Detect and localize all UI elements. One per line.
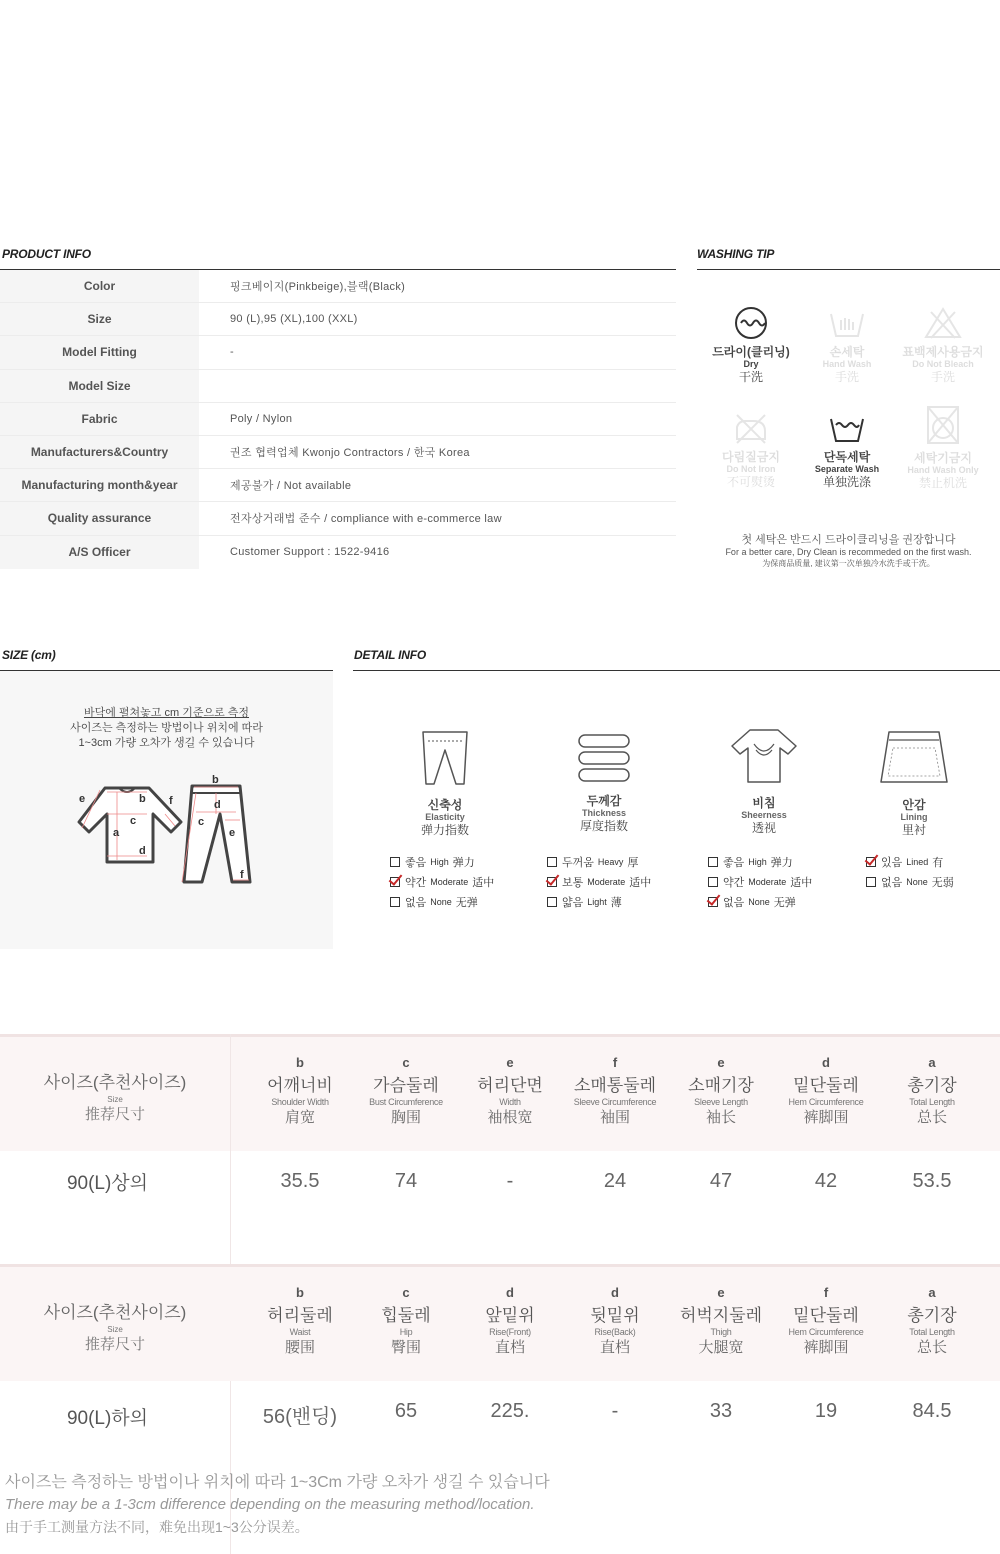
product-info-value bbox=[199, 370, 676, 402]
sheerness-options bbox=[708, 852, 812, 912]
option-zh: 弹力 bbox=[452, 857, 475, 869]
product-info-value: 전자상거래법 준수 / compliance with e-commerce law bbox=[230, 513, 502, 526]
checkbox-icon bbox=[708, 857, 718, 867]
washing-tip-title: WASHING TIP bbox=[697, 247, 775, 261]
size-column-letter: c bbox=[402, 1285, 410, 1300]
detail-option bbox=[390, 892, 494, 912]
washing-tip-rule bbox=[697, 269, 1000, 270]
size-table-bottom-row-label: 90(L)하의 bbox=[66, 1408, 149, 1429]
size-column-letter: f bbox=[612, 1055, 618, 1070]
wash-item-no-machine-wash bbox=[898, 404, 988, 490]
wash-label-ko: 손세탁 bbox=[829, 345, 865, 359]
size-column-header bbox=[353, 1285, 459, 1357]
option-zh: 有 bbox=[932, 857, 944, 869]
option-zh: 适中 bbox=[472, 877, 495, 889]
diagram-letter: c bbox=[130, 815, 137, 827]
product-info-row bbox=[0, 303, 676, 336]
option-ko: 좋음 bbox=[723, 857, 745, 869]
size-header-en: Size bbox=[107, 1095, 123, 1104]
size-column-header bbox=[879, 1285, 985, 1357]
detail-label-ko: 신축성 bbox=[427, 798, 463, 812]
detail-label-ko: 두께감 bbox=[586, 794, 622, 808]
size-column-letter: d bbox=[611, 1285, 619, 1300]
size-column-zh: 总长 bbox=[916, 1109, 947, 1126]
option-zh: 薄 bbox=[610, 897, 622, 909]
option-zh: 无弱 bbox=[931, 877, 954, 889]
size-column-letter: e bbox=[717, 1285, 725, 1300]
option-ko: 없음 bbox=[881, 877, 903, 889]
pants-elasticity-icon bbox=[420, 728, 470, 788]
size-header-ko: 사이즈(추천사이즈) bbox=[43, 1073, 187, 1092]
option-ko: 없음 bbox=[405, 897, 427, 909]
size-note-line: 사이즈는 측정하는 방법이나 위치에 따라 bbox=[70, 722, 263, 734]
size-column-zh: 大腿宽 bbox=[698, 1339, 744, 1356]
option-en: High bbox=[748, 857, 767, 867]
checkbox-icon bbox=[866, 877, 876, 887]
detail-option bbox=[866, 872, 954, 892]
size-column-zh: 胸围 bbox=[390, 1109, 421, 1126]
size-note bbox=[0, 706, 333, 751]
wash-item-dry bbox=[706, 306, 796, 384]
wash-label-en: Dry bbox=[743, 359, 759, 369]
wash-label-ko: 다림질금지 bbox=[722, 450, 780, 464]
size-column-zh: 直档 bbox=[599, 1339, 630, 1356]
size-header-en: Size bbox=[107, 1325, 123, 1334]
product-info-label: Quality assurance bbox=[0, 502, 199, 534]
size-column-header bbox=[247, 1285, 353, 1357]
option-en: Heavy bbox=[597, 857, 624, 867]
size-column-en: Rise(Front) bbox=[489, 1327, 531, 1337]
wash-label-zh: 不可熨烫 bbox=[726, 475, 775, 489]
product-info-title: PRODUCT INFO bbox=[2, 247, 91, 261]
size-value-cell: 84.5 bbox=[912, 1400, 952, 1422]
option-zh: 无弹 bbox=[455, 897, 478, 909]
size-column-ko: 뒷밑위 bbox=[590, 1306, 640, 1325]
wash-label-zh: 手洗 bbox=[930, 370, 955, 384]
wash-label-en: Do Not Iron bbox=[726, 464, 776, 474]
dry-clean-icon bbox=[734, 306, 768, 340]
product-info-value: Poly / Nylon bbox=[230, 412, 293, 425]
size-header-zh: 推荐尺寸 bbox=[84, 1106, 145, 1123]
size-column-header bbox=[457, 1285, 563, 1357]
size-column-header bbox=[457, 1055, 563, 1127]
diagram-letter: a bbox=[113, 827, 120, 839]
checkbox-icon bbox=[547, 857, 557, 867]
size-column-ko: 허벅지둘레 bbox=[679, 1306, 763, 1325]
size-column-header bbox=[562, 1285, 668, 1357]
size-value-cell: - bbox=[611, 1400, 619, 1422]
elasticity-options bbox=[390, 852, 494, 912]
no-machine-wash-icon bbox=[923, 404, 963, 446]
product-info-row bbox=[0, 502, 676, 535]
size-column-ko: 어깨너비 bbox=[267, 1076, 333, 1095]
size-column-ko: 총기장 bbox=[907, 1306, 957, 1325]
checked-checkbox-icon bbox=[866, 857, 876, 867]
wash-label-ko: 드라이(클리닝) bbox=[712, 345, 790, 359]
product-info-label: Model Size bbox=[0, 370, 199, 402]
option-ko: 약간 bbox=[405, 877, 427, 889]
product-info-label: Color bbox=[0, 270, 199, 302]
detail-label-zh: 透视 bbox=[751, 821, 776, 835]
wash-label-zh: 手洗 bbox=[834, 370, 859, 384]
size-table-bottom-header-label bbox=[0, 1298, 230, 1354]
product-info-label: Manufacturing month&year bbox=[0, 469, 199, 501]
no-iron-icon bbox=[731, 411, 771, 445]
wash-label-en: Hand Wash bbox=[822, 359, 872, 369]
option-en: Light bbox=[587, 897, 607, 907]
product-info-label: Manufacturers&Country bbox=[0, 436, 199, 468]
wash-item-hand-wash bbox=[802, 306, 892, 384]
size-value-cell: 74 bbox=[394, 1170, 418, 1192]
detail-option bbox=[866, 852, 954, 872]
size-column-ko: 허리단면 bbox=[477, 1076, 543, 1095]
size-column-zh: 袖长 bbox=[705, 1109, 736, 1126]
size-column-ko: 가슴둘레 bbox=[373, 1076, 439, 1095]
sheer-shirt-icon bbox=[728, 726, 800, 786]
size-column-en: Total Length bbox=[909, 1097, 955, 1107]
size-table-top-row-label: 90(L)상의 bbox=[66, 1173, 149, 1194]
size-column-ko: 허리둘레 bbox=[267, 1306, 333, 1325]
option-en: High bbox=[430, 857, 449, 867]
detail-label-ko: 안감 bbox=[902, 798, 926, 812]
checkbox-icon bbox=[708, 877, 718, 887]
option-zh: 弹力 bbox=[770, 857, 793, 869]
size-column-ko: 소매기장 bbox=[688, 1076, 754, 1095]
thickness-layers-icon bbox=[576, 732, 632, 784]
size-column-en: Hem Circumference bbox=[788, 1097, 864, 1107]
diagram-letter: f bbox=[240, 869, 244, 881]
size-header-zh: 推荐尺寸 bbox=[84, 1336, 145, 1353]
wash-note-en: For a better care, Dry Clean is recommeded on the first wash. bbox=[725, 547, 972, 557]
size-column-header bbox=[668, 1055, 774, 1127]
detail-info-rule bbox=[353, 670, 1000, 671]
diagram-letter: f bbox=[169, 795, 173, 807]
size-disclaimer bbox=[5, 1472, 550, 1538]
detail-lining bbox=[834, 728, 994, 837]
wash-label-en: Separate Wash bbox=[814, 464, 880, 474]
product-info-label: Size bbox=[0, 303, 199, 335]
diagram-letter: e bbox=[79, 793, 86, 805]
option-ko: 좋음 bbox=[405, 857, 427, 869]
disclaimer-ko: 사이즈는 측정하는 방법이나 위치에 따라 1~3Cm 가량 오차가 생길 수 있습니다 bbox=[5, 1474, 550, 1491]
size-column-en: Total Length bbox=[909, 1327, 955, 1337]
option-zh: 无弹 bbox=[773, 897, 796, 909]
detail-thickness bbox=[524, 732, 684, 833]
diagram-letter: b bbox=[139, 793, 146, 805]
diagram-letter: b bbox=[212, 774, 219, 786]
product-info-value: 권조 협력업체 Kwonjo Contractors / 한국 Korea bbox=[230, 447, 470, 460]
detail-label-en: Thickness bbox=[581, 808, 627, 818]
size-column-letter: b bbox=[296, 1055, 304, 1070]
size-column-header bbox=[247, 1055, 353, 1127]
size-column-ko: 힙둘레 bbox=[381, 1306, 431, 1325]
hand-wash-icon bbox=[827, 306, 867, 340]
option-en: Moderate bbox=[748, 877, 787, 887]
product-info-value: 제공불가 / Not available bbox=[230, 480, 352, 493]
size-value-cell: 225. bbox=[490, 1400, 530, 1422]
size-column-header bbox=[353, 1055, 459, 1127]
product-info-row bbox=[0, 536, 676, 569]
detail-option bbox=[708, 852, 812, 872]
size-column-zh: 总长 bbox=[916, 1339, 947, 1356]
wash-item-no-bleach bbox=[898, 306, 988, 384]
diagram-letter: e bbox=[229, 827, 236, 839]
size-column-en: Bust Circumference bbox=[369, 1097, 443, 1107]
option-en: None bbox=[430, 897, 452, 907]
wash-label-zh: 禁止机洗 bbox=[918, 476, 967, 490]
size-value-cell: - bbox=[506, 1170, 514, 1192]
product-info-value: 핑크베이지(Pinkbeige),블랙(Black) bbox=[230, 281, 406, 294]
size-value-cell: 56(밴딩) bbox=[262, 1406, 338, 1428]
option-zh: 适中 bbox=[790, 877, 813, 889]
size-column-zh: 腰围 bbox=[284, 1339, 315, 1356]
product-info-value: Customer Support : 1522-9416 bbox=[230, 546, 390, 559]
detail-label-zh: 弹力指数 bbox=[420, 823, 469, 837]
option-en: Moderate bbox=[430, 877, 469, 887]
size-column-zh: 裤脚围 bbox=[803, 1109, 849, 1126]
wash-label-zh: 干洗 bbox=[738, 370, 763, 384]
size-column-zh: 袖围 bbox=[599, 1109, 630, 1126]
size-column-header bbox=[562, 1055, 668, 1127]
size-column-header bbox=[668, 1285, 774, 1357]
size-column-ko: 밑단둘레 bbox=[793, 1306, 859, 1325]
checked-checkbox-icon bbox=[547, 877, 557, 887]
product-info-label: Model Fitting bbox=[0, 336, 199, 368]
size-note-line: 1~3cm 가량 오차가 생길 수 있습니다 bbox=[78, 737, 255, 749]
size-column-zh: 袖根宽 bbox=[487, 1109, 533, 1126]
detail-option bbox=[708, 892, 812, 912]
product-info-row bbox=[0, 370, 676, 403]
checked-checkbox-icon bbox=[708, 897, 718, 907]
detail-label-en: Lining bbox=[900, 812, 928, 822]
size-note-line: 바닥에 펼쳐놓고 cm 기준으로 측정 bbox=[83, 707, 250, 719]
size-value-cell: 33 bbox=[709, 1400, 733, 1422]
wash-item-separate-wash bbox=[802, 413, 892, 489]
lining-options bbox=[866, 852, 954, 892]
checked-checkbox-icon bbox=[390, 877, 400, 887]
size-value-cell: 24 bbox=[603, 1170, 627, 1192]
wash-label-ko: 단독세탁 bbox=[823, 450, 871, 464]
option-ko: 있음 bbox=[881, 857, 903, 869]
size-column-zh: 裤脚围 bbox=[803, 1339, 849, 1356]
size-value-cell: 19 bbox=[814, 1400, 838, 1422]
wash-label-zh: 单独洗涤 bbox=[822, 475, 871, 489]
product-info-row bbox=[0, 436, 676, 469]
size-column-zh: 肩宽 bbox=[284, 1109, 315, 1126]
size-value-cell: 47 bbox=[709, 1170, 733, 1192]
size-column-ko: 소매통둘레 bbox=[573, 1076, 657, 1095]
detail-label-en: Sheerness bbox=[741, 810, 787, 820]
detail-option bbox=[547, 852, 651, 872]
size-column-letter: a bbox=[928, 1055, 936, 1070]
product-info-value: 90 (L),95 (XL),100 (XXL) bbox=[230, 313, 358, 326]
size-column-header bbox=[879, 1055, 985, 1127]
option-en: Moderate bbox=[587, 877, 626, 887]
diagram-letter: c bbox=[198, 816, 205, 828]
detail-sheerness bbox=[684, 726, 844, 835]
wash-label-en: Do Not Bleach bbox=[912, 359, 974, 369]
size-value-cell: 35.5 bbox=[280, 1170, 320, 1192]
detail-option bbox=[547, 892, 651, 912]
separate-wash-icon bbox=[827, 413, 867, 445]
option-zh: 厚 bbox=[627, 857, 639, 869]
size-column-en: Width bbox=[499, 1097, 521, 1107]
size-column-letter: d bbox=[822, 1055, 830, 1070]
option-ko: 얇음 bbox=[562, 897, 584, 909]
product-info-row bbox=[0, 270, 676, 303]
size-column-letter: b bbox=[296, 1285, 304, 1300]
size-section-title: SIZE (cm) bbox=[2, 648, 56, 662]
detail-option bbox=[708, 872, 812, 892]
no-bleach-icon bbox=[923, 306, 963, 340]
detail-label-ko: 비침 bbox=[752, 796, 776, 810]
size-column-letter: c bbox=[402, 1055, 410, 1070]
size-column-en: Hip bbox=[399, 1327, 413, 1337]
size-column-header bbox=[773, 1055, 879, 1127]
product-info-label: A/S Officer bbox=[0, 536, 199, 569]
diagram-letter: d bbox=[214, 799, 221, 811]
option-en: Lined bbox=[906, 857, 929, 867]
detail-option bbox=[390, 872, 494, 892]
checkbox-icon bbox=[547, 897, 557, 907]
option-ko: 두꺼움 bbox=[562, 857, 594, 869]
size-column-letter: f bbox=[823, 1285, 829, 1300]
size-value-cell: 42 bbox=[814, 1170, 838, 1192]
diagram-letter: d bbox=[139, 845, 146, 857]
size-column-letter: e bbox=[506, 1055, 514, 1070]
detail-label-zh: 厚度指数 bbox=[579, 819, 628, 833]
wash-note-zh: 为保商品质量, 建议第一次单独冷水洗手或干洗。 bbox=[762, 559, 935, 568]
size-column-letter: e bbox=[717, 1055, 725, 1070]
product-info-row bbox=[0, 403, 676, 436]
size-column-ko: 총기장 bbox=[907, 1076, 957, 1095]
detail-label-en: Elasticity bbox=[425, 812, 465, 822]
product-info-row bbox=[0, 336, 676, 369]
size-column-zh: 臀围 bbox=[390, 1339, 421, 1356]
option-en: None bbox=[748, 897, 770, 907]
detail-info-title: DETAIL INFO bbox=[354, 648, 427, 662]
size-column-en: Hem Circumference bbox=[788, 1327, 864, 1337]
size-value-cell: 53.5 bbox=[912, 1170, 952, 1192]
disclaimer-en: There may be a 1-3cm difference depending on the measuring method/location. bbox=[5, 1496, 535, 1513]
wash-note bbox=[697, 534, 1000, 570]
lining-skirt-icon bbox=[879, 728, 949, 788]
option-ko: 약간 bbox=[723, 877, 745, 889]
size-column-ko: 앞밑위 bbox=[485, 1306, 535, 1325]
checkbox-icon bbox=[390, 897, 400, 907]
detail-elasticity bbox=[365, 728, 525, 837]
size-value-cell: 65 bbox=[394, 1400, 418, 1422]
size-header-ko: 사이즈(추천사이즈) bbox=[43, 1303, 187, 1322]
size-column-en: Waist bbox=[289, 1327, 311, 1337]
product-info-label: Fabric bbox=[0, 403, 199, 435]
wash-label-ko: 세탁기금지 bbox=[914, 451, 972, 465]
wash-label-ko: 표백제사용금지 bbox=[902, 345, 984, 359]
wash-label-en: Hand Wash Only bbox=[907, 465, 979, 475]
garment-measure-diagram bbox=[70, 770, 270, 892]
detail-option bbox=[547, 872, 651, 892]
product-info-row bbox=[0, 469, 676, 502]
size-column-letter: a bbox=[928, 1285, 936, 1300]
size-column-en: Thigh bbox=[710, 1327, 732, 1337]
size-column-en: Rise(Back) bbox=[594, 1327, 636, 1337]
wash-item-no-iron bbox=[706, 411, 796, 489]
product-info-value: - bbox=[230, 346, 234, 359]
size-column-zh: 直档 bbox=[494, 1339, 525, 1356]
size-column-ko: 밑단둘레 bbox=[793, 1076, 859, 1095]
product-info-table bbox=[0, 270, 676, 569]
thickness-options bbox=[547, 852, 651, 912]
option-zh: 适中 bbox=[629, 877, 652, 889]
option-en: None bbox=[906, 877, 928, 887]
option-ko: 없음 bbox=[723, 897, 745, 909]
size-column-en: Shoulder Width bbox=[271, 1097, 329, 1107]
wash-note-ko: 첫 세탁은 반드시 드라이클리닝을 권장합니다 bbox=[741, 534, 956, 546]
size-table-top-header-label bbox=[0, 1068, 230, 1124]
size-column-letter: d bbox=[506, 1285, 514, 1300]
option-ko: 보통 bbox=[562, 877, 584, 889]
detail-label-zh: 里衬 bbox=[901, 823, 926, 837]
disclaimer-zh: 由于手工测量方法不同，难免出现1~3公分误差。 bbox=[5, 1519, 309, 1535]
detail-option bbox=[390, 852, 494, 872]
size-column-header bbox=[773, 1285, 879, 1357]
checkbox-icon bbox=[390, 857, 400, 867]
size-column-en: Sleeve Circumference bbox=[573, 1097, 657, 1107]
size-column-en: Sleeve Length bbox=[694, 1097, 748, 1107]
